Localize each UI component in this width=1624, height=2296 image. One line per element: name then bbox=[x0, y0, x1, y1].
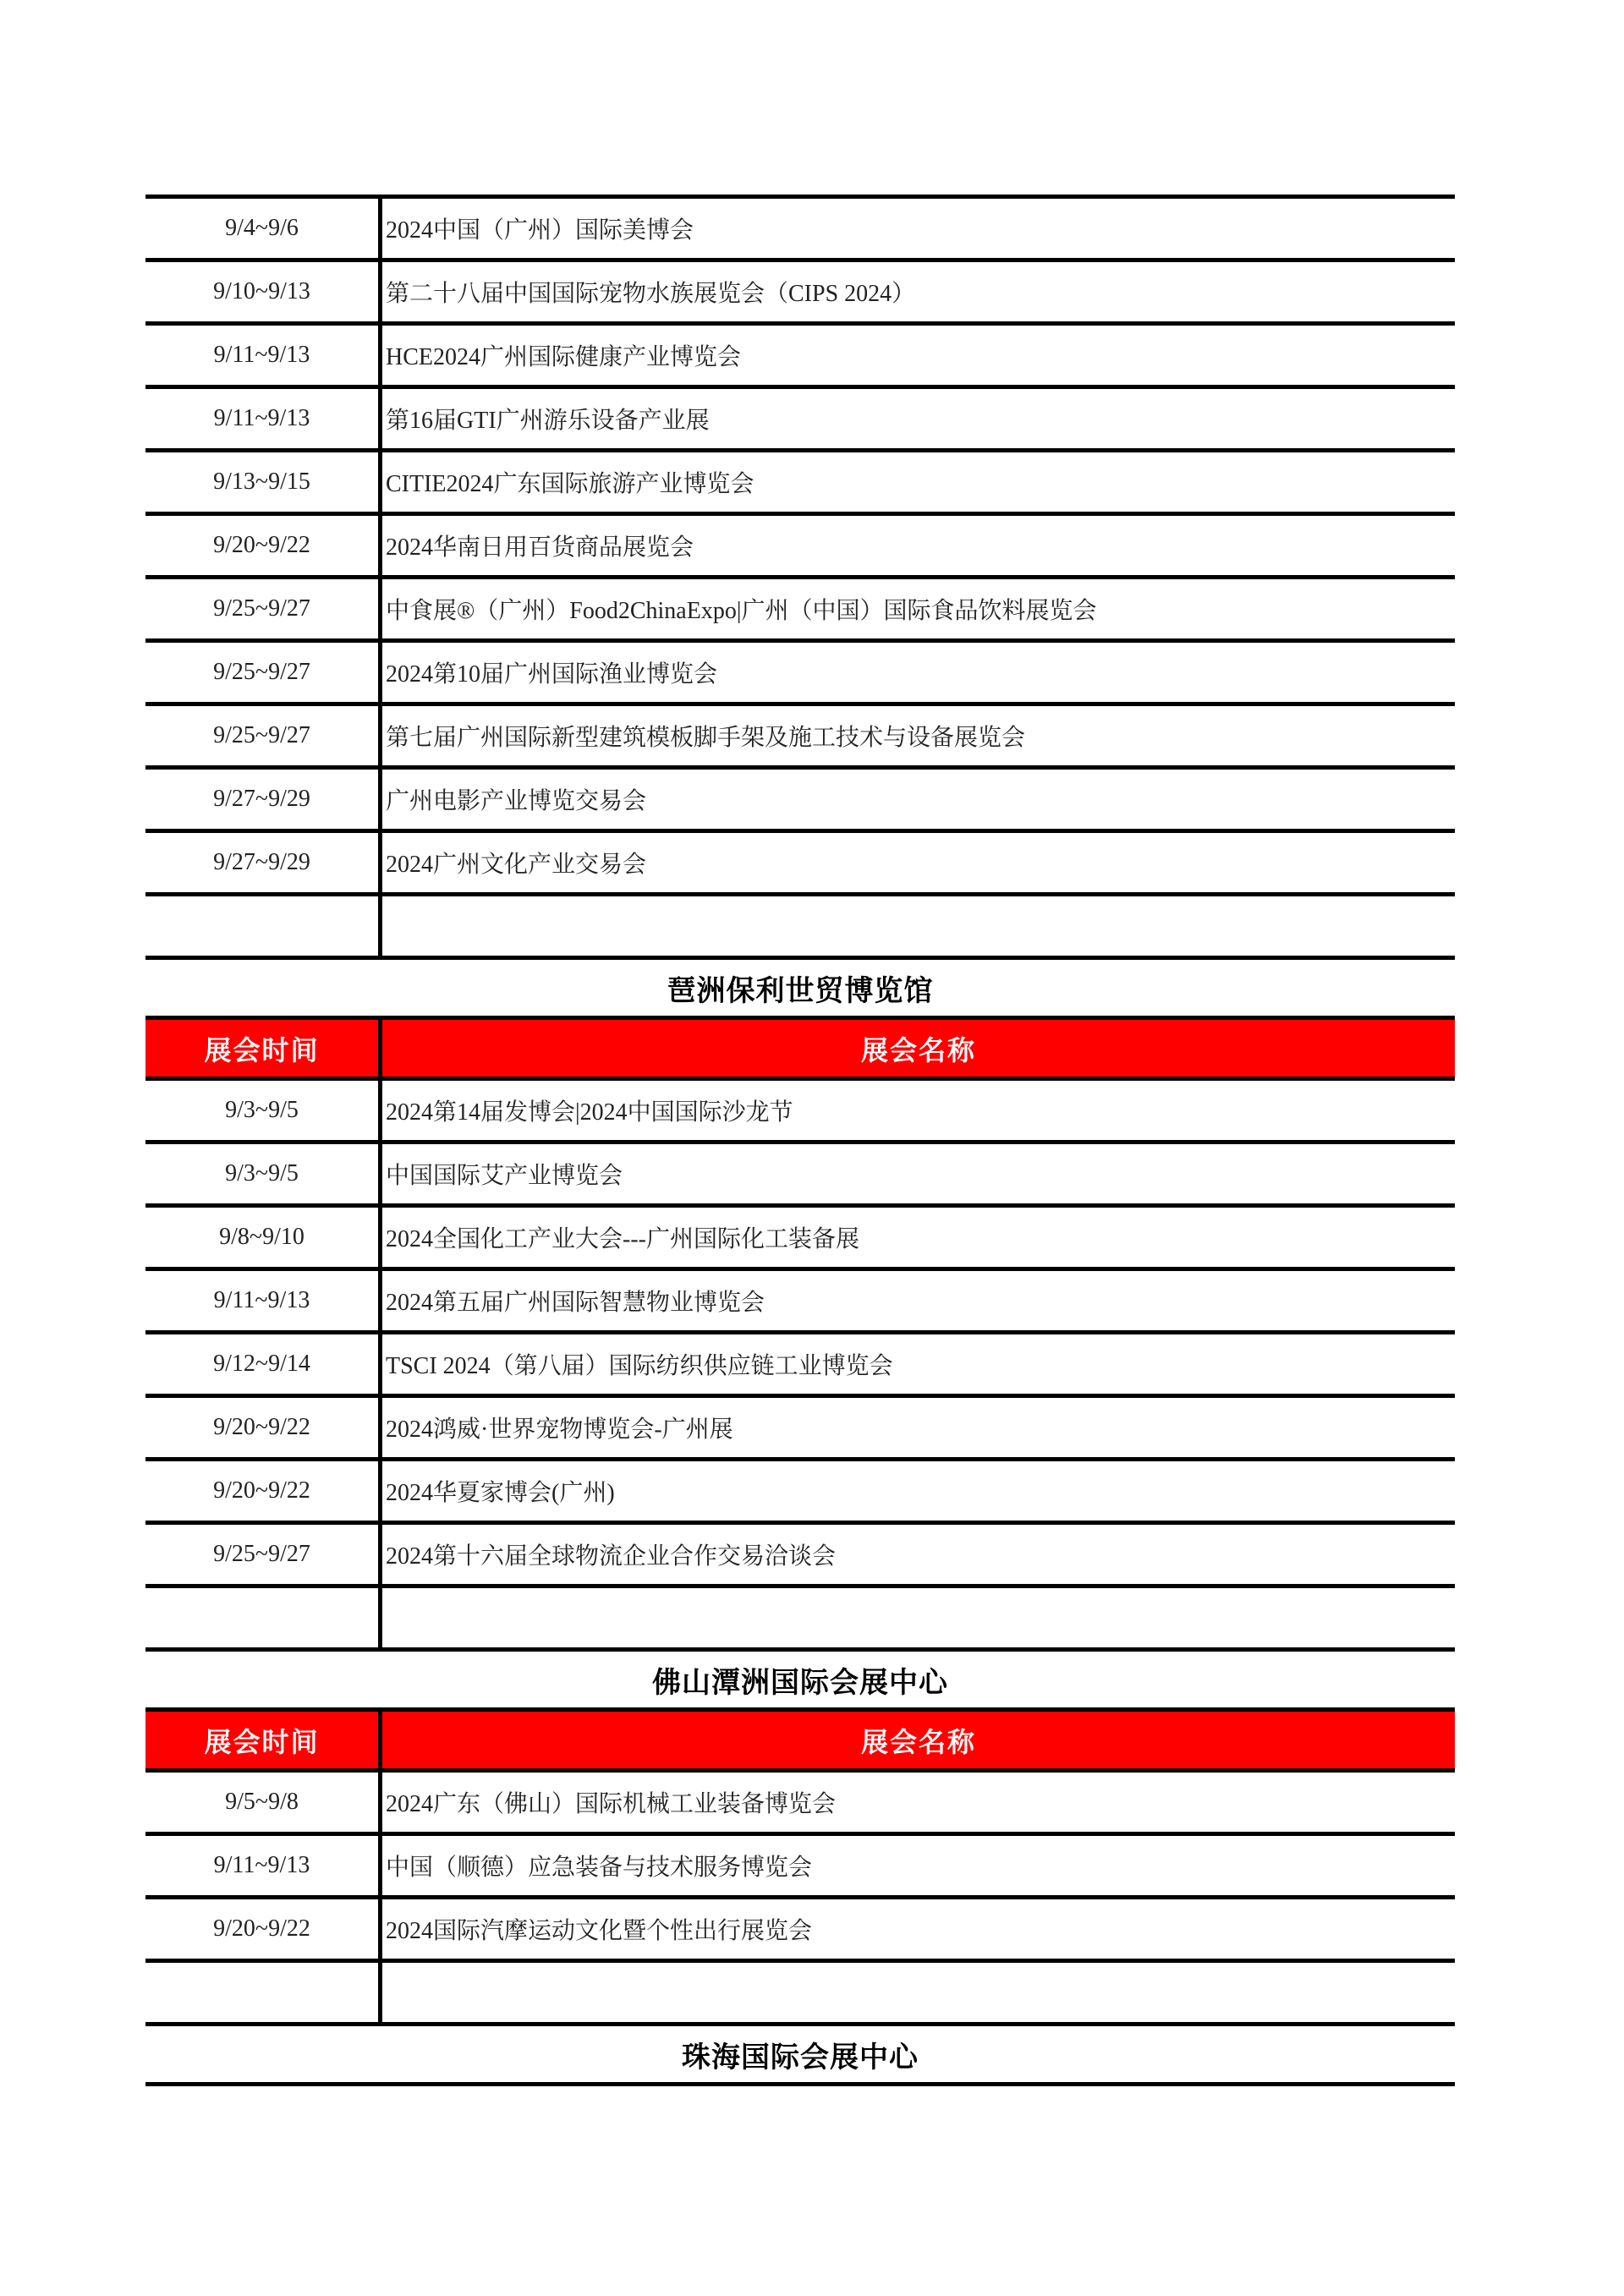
name-cell: 2024第10届广州国际渔业博览会 bbox=[386, 661, 718, 688]
date-cell: 9/25~9/27 bbox=[145, 706, 382, 765]
date-cell: 9/8~9/10 bbox=[145, 1208, 382, 1267]
venue-section-title: 珠海国际会展中心 bbox=[682, 2041, 919, 2074]
table-row bbox=[145, 199, 1455, 262]
date-cell: 9/4~9/6 bbox=[145, 199, 382, 258]
header-time-cell: 展会时间 bbox=[145, 1712, 382, 1768]
exhibition-table bbox=[145, 1773, 1455, 2026]
name-cell: TSCI 2024（第八届）国际纺织供应链工业博览会 bbox=[386, 1353, 893, 1379]
name-cell: 2024全国化工产业大会---广州国际化工装备展 bbox=[386, 1226, 859, 1252]
date-cell: 9/20~9/22 bbox=[145, 1398, 382, 1457]
name-cell bbox=[382, 1963, 1455, 2022]
date-cell: 9/11~9/13 bbox=[145, 389, 382, 448]
date-cell: 9/20~9/22 bbox=[145, 1899, 382, 1959]
venue-section-title: 佛山潭洲国际会展中心 bbox=[652, 1667, 948, 1699]
table-row bbox=[145, 262, 1455, 326]
date-cell: 9/11~9/13 bbox=[145, 1836, 382, 1895]
name-cell: 中国（顺德）应急装备与技术服务博览会 bbox=[386, 1855, 813, 1881]
header-name-cell: 展会名称 bbox=[860, 1034, 976, 1066]
name-cell: CITIE2024广东国际旅游产业博览会 bbox=[386, 471, 754, 497]
table-row bbox=[145, 1398, 1455, 1461]
table-row bbox=[145, 1588, 1455, 1652]
table-header-row bbox=[145, 1707, 1455, 1773]
table-row bbox=[145, 1144, 1455, 1208]
name-cell: HCE2024广州国际健康产业博览会 bbox=[386, 344, 742, 370]
name-cell: 2024第十六届全球物流企业合作交易洽谈会 bbox=[386, 1543, 837, 1570]
name-cell: 2024鸿威·世界宠物博览会-广州展 bbox=[386, 1417, 733, 1443]
name-cell: 中国国际艾产业博览会 bbox=[386, 1163, 623, 1189]
table-header-row bbox=[145, 1016, 1455, 1081]
name-cell: 中食展®（广州）Food2ChinaExpo|广州（中国）国际食品饮料展览会 bbox=[386, 598, 1097, 624]
tables-area bbox=[145, 0, 1455, 2086]
table-row bbox=[145, 1208, 1455, 1271]
name-cell: 2024中国（广州）国际美博会 bbox=[386, 217, 694, 244]
table-row bbox=[145, 516, 1455, 579]
name-cell: 2024第14届发博会|2024中国国际沙龙节 bbox=[386, 1099, 793, 1126]
name-cell: 2024第五届广州国际智慧物业博览会 bbox=[386, 1290, 765, 1316]
name-cell: 广州电影产业博览交易会 bbox=[386, 788, 647, 814]
table-row bbox=[145, 1525, 1455, 1588]
name-cell: 第七届广州国际新型建筑模板脚手架及施工技术与设备展览会 bbox=[386, 725, 1026, 751]
table-row bbox=[145, 1963, 1455, 2026]
name-cell bbox=[382, 1588, 1455, 1647]
name-cell: 第16届GTI广州游乐设备产业展 bbox=[386, 408, 710, 434]
venue-section-title: 琶洲保利世贸博览馆 bbox=[667, 975, 934, 1007]
name-cell: 2024华南日用百货商品展览会 bbox=[386, 534, 694, 561]
header-time-cell: 展会时间 bbox=[145, 1020, 382, 1077]
date-cell: 9/27~9/29 bbox=[145, 833, 382, 892]
date-cell: 9/10~9/13 bbox=[145, 262, 382, 321]
table-row bbox=[145, 1773, 1455, 1836]
date-cell: 9/25~9/27 bbox=[145, 643, 382, 702]
name-cell: 2024广州文化产业交易会 bbox=[386, 852, 647, 878]
name-cell: 第二十八届中国国际宠物水族展览会（CIPS 2024） bbox=[386, 281, 916, 307]
date-cell: 9/3~9/5 bbox=[145, 1081, 382, 1140]
exhibition-table bbox=[145, 1081, 1455, 1652]
date-cell: 9/25~9/27 bbox=[145, 1525, 382, 1584]
name-cell: 2024国际汽摩运动文化暨个性出行展览会 bbox=[386, 1918, 813, 1944]
date-cell: 9/20~9/22 bbox=[145, 516, 382, 575]
date-cell: 9/5~9/8 bbox=[145, 1773, 382, 1832]
date-cell: 9/20~9/22 bbox=[145, 1461, 382, 1521]
table-row bbox=[145, 1081, 1455, 1144]
table-row bbox=[145, 896, 1455, 960]
name-cell: 2024华夏家博会(广州) bbox=[386, 1480, 615, 1506]
table-row bbox=[145, 1334, 1455, 1398]
date-cell: 9/27~9/29 bbox=[145, 770, 382, 829]
date-cell bbox=[145, 896, 382, 956]
table-row bbox=[145, 1836, 1455, 1899]
date-cell bbox=[145, 1963, 382, 2022]
table-row bbox=[145, 579, 1455, 643]
table-row bbox=[145, 833, 1455, 896]
date-cell: 9/13~9/15 bbox=[145, 452, 382, 512]
table-row bbox=[145, 452, 1455, 516]
table-row bbox=[145, 770, 1455, 833]
header-name-cell: 展会名称 bbox=[860, 1726, 976, 1757]
date-cell: 9/12~9/14 bbox=[145, 1334, 382, 1394]
name-cell: 2024广东（佛山）国际机械工业装备博览会 bbox=[386, 1791, 837, 1817]
table-row bbox=[145, 1899, 1455, 1963]
date-cell: 9/11~9/13 bbox=[145, 326, 382, 385]
date-cell: 9/11~9/13 bbox=[145, 1271, 382, 1330]
table-row bbox=[145, 706, 1455, 770]
table-row bbox=[145, 1461, 1455, 1525]
name-cell bbox=[382, 896, 1455, 956]
table-row bbox=[145, 1271, 1455, 1334]
exhibition-table bbox=[145, 195, 1455, 960]
table-row bbox=[145, 643, 1455, 706]
date-cell bbox=[145, 1588, 382, 1647]
date-cell: 9/25~9/27 bbox=[145, 579, 382, 638]
date-cell: 9/3~9/5 bbox=[145, 1144, 382, 1203]
table-row bbox=[145, 326, 1455, 389]
next-table-top-border-line bbox=[145, 2082, 1455, 2086]
table-row bbox=[145, 389, 1455, 452]
